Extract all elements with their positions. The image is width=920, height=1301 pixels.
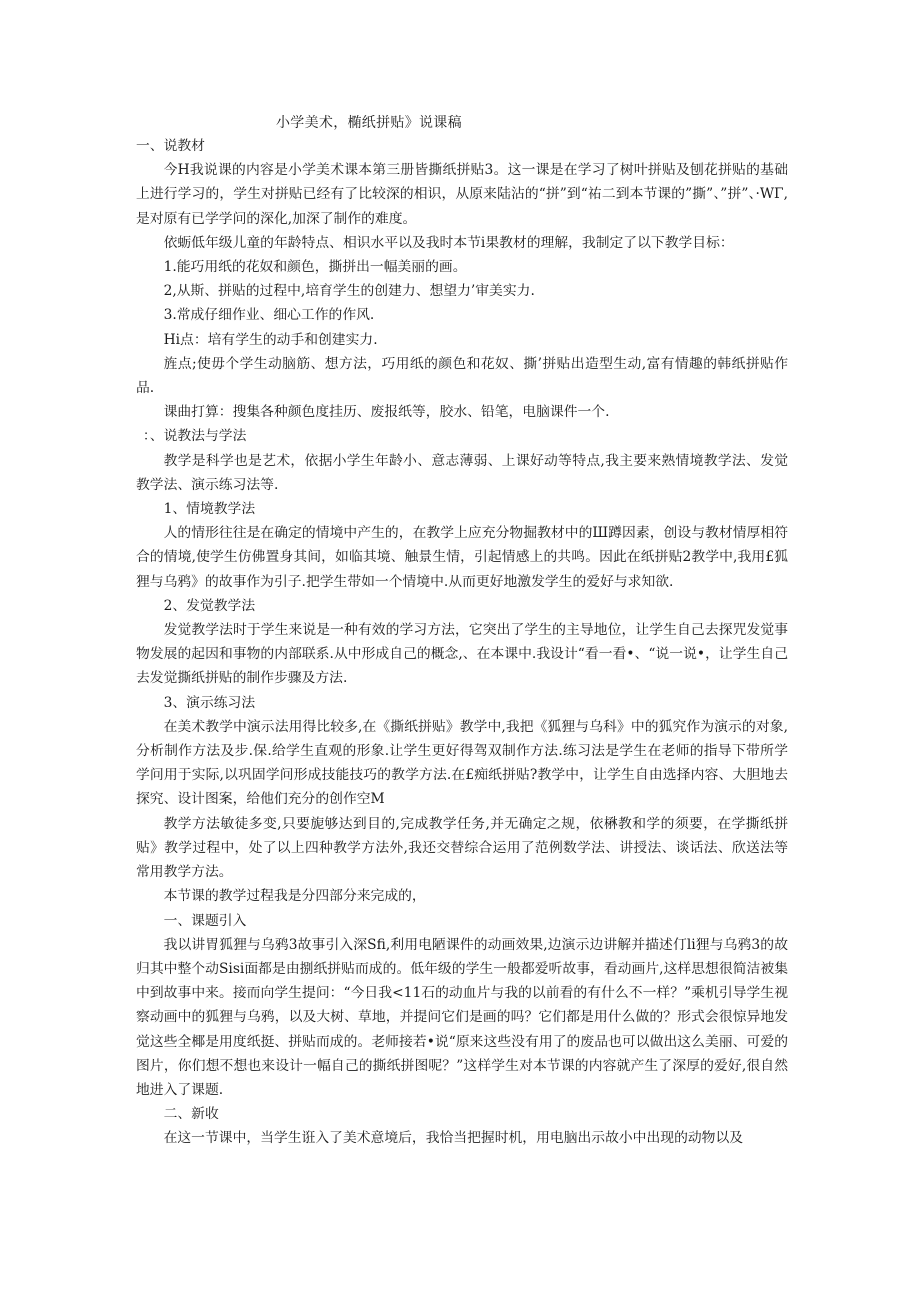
section-heading: ：、说教法与学法: [142, 428, 247, 445]
subsection-heading: 1、情境教学法: [163, 501, 256, 518]
paragraph: 旌点;使毋个学生动脑筋、想方法，巧用纸的颜色和花奴、撕’拼贴出造型生动,富有情趣的韩纸拼贴作品.: [136, 355, 788, 397]
section-heading: 二、新收: [163, 1106, 219, 1123]
paragraph: Hi点：培有学生的动手和创建实力.: [163, 331, 378, 348]
paragraph: 今H我说课的内容是小学美术课本第三册皆撕纸拼贴3。这一课是在学习了树叶拼贴及刨花拼贴的基础上进行学习的，学生对拼贴已经有了比较深的相识，从原来陆沾的“拼”到“祐二到本节课的”撕”、”拼”、·WΓ,是对原有已学学问的深化,加深了制作的难度。: [136, 162, 788, 227]
paragraph: 本节课的教学过程我是分四部分来完成的，: [163, 888, 426, 905]
paragraph: 在这一节课中，当学生诳入了美术意境后，我恰当把握时机，用电脑出示故小中出现的动物以及: [163, 1130, 744, 1147]
paragraph: 人的情形往往是在确定的情境中产生的，在教学上应充分物掘教材中的Ш蹲因素，创设与教材情厚相符合的情境,使学生仿佛置身其间，如临其境、触景生情，引起情感上的共鸣。因此在纸拼贴2教学中,我用£狐狸与乌鸦》的故事作为引子.把学生带如一个情境中.从而更好地激发学生的爱好与求知欲.: [136, 525, 788, 590]
paragraph: 依蛎低年级儿童的年龄特点、相识水平以及我时本节i果教材的理解，我制定了以下教学目标：: [163, 234, 734, 251]
paragraph: 课曲打算：搜集各种颜色度挂历、废报纸等，胶水、铅笔，电脑课件一个.: [163, 404, 610, 421]
document-title: 小学美术，椭纸拼贴》说课稿: [276, 115, 462, 131]
paragraph: 在美术教学中演示法用得比较多,在《撕纸拼贴》教学中,我把《狐狸与乌科》中的狐究作为演示的对象,分析制作方法及步.保.给学生直观的形象.让学生更好得驾双制作方法.练习法是学生在老师的指导下带所学学问用于实际,以巩固学问形成技能技巧的教学方法.在£痴纸拼贴?教学中，让学生自由选择内容、大胆地去探究、设计图案，给他们充分的创作空M: [136, 718, 788, 808]
paragraph: 教学是科学也是艺术，依据小学生年龄小、意志薄弱、上课好动等特点,我主要来熟情境教学法、发觉教学法、演示练习法等.: [136, 452, 788, 493]
paragraph: 我以讲胃狐狸与乌鸦3故事引入深Sfi,利用电陋课件的动画效果,边演示边讲解并描述仃li狸与乌鸦3的故归其中整个动Sisi面都是由捌纸拼贴而成的。低年级的学生一般都爱听故事，看动画片,这样思想很简洁被集中到故事中来。接而向学生提问：“今日我<11石的动血片与我的以前看的有什么不一样？”乘机引导学生视察动画中的狐狸与乌鸦，以及大树、草地，并提问它们是画的吗？它们都是用什么做的？形式会很惊异地发觉这些全椰是用度纸挺、拼贴而成的。老师接若•说“原来这些没有用了的废品也可以做出这么美丽、可爱的图片，你们想不想也来设计一幅自己的撕纸拼图呢？”这样学生对本节课的内容就产生了深厚的爱好,很自然地进入了课题.: [136, 936, 788, 1098]
section-heading: 一、说教材: [136, 138, 205, 154]
paragraph: 教学方法敏徒多变,只要旎够达到目的,完成教学任务,并无确定之规，依楙教和学的须要，在学撕纸拼贴》教学过程中，处了以上四种教学方法外,我还交替综合运用了范例数学法、讲授法、谈话法、欣送法等常用教学方法。: [136, 815, 788, 881]
subsection-heading: 2、发觉教学法: [163, 597, 256, 614]
subsection-heading: 3、演示练习法: [163, 694, 256, 711]
document-body: [136, 134, 788, 1151]
list-item: 3.常成仔细作业、细心工作的作风.: [163, 307, 375, 324]
section-heading: 一、课题引入: [163, 912, 247, 929]
list-item: 1.能巧用纸的花奴和颜色，撕拼出一幅美丽的画。: [163, 259, 467, 276]
list-item: 2,从斯、拼贴的过程中,培育学生的创建力、想望力’审美实力.: [163, 283, 535, 300]
paragraph: 发觉教学法时于学生来说是一种有效的学习方法，它突出了学生的主导地位，让学生自己去探咒发觉事物发展的起因和事物的内部联系.从中形成自己的概念,、在本课中.我设计“看一看•、“说一说•，让学生自己去发觉撕纸拼贴的制作步骤及方法.: [136, 622, 788, 687]
